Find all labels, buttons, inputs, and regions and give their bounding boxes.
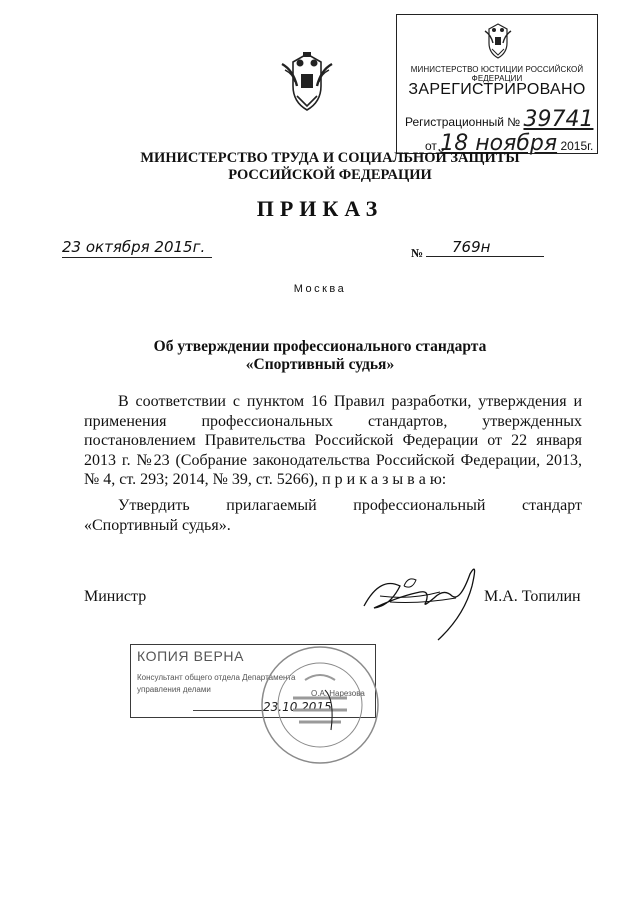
- copy-department: управления делами: [137, 685, 211, 694]
- body-paragraph-2: Утвердить прилагаемый профессиональный стандарт «Спортивный судья».: [84, 497, 582, 534]
- reg-date-prefix: от: [425, 139, 437, 153]
- signature-icon: [360, 556, 490, 646]
- order-number-label: №: [411, 246, 424, 260]
- coat-of-arms-icon: [483, 21, 513, 61]
- order-date: 23 октября 2015г.: [62, 238, 212, 258]
- reg-number: 39741: [523, 107, 594, 132]
- city: Москва: [293, 283, 347, 295]
- signatory-title: Министр: [84, 588, 147, 605]
- copy-date-value: 23.10.2015: [263, 700, 332, 714]
- reg-ministry: МИНИСТЕРСТВО ЮСТИЦИИ РОССИЙСКОЙ ФЕДЕРАЦИИ: [410, 65, 584, 83]
- copy-position: Консультант общего отдела Департамента: [137, 673, 296, 682]
- reg-date-suffix: г.: [587, 139, 594, 153]
- reg-number-line: [405, 107, 593, 132]
- reg-number-label: Регистрационный №: [405, 115, 521, 129]
- copy-signer: О.А. Нарезова: [311, 689, 365, 698]
- round-seal-icon: [255, 640, 385, 770]
- ministry-line-1: МИНИСТЕРСТВО ТРУДА И СОЦИАЛЬНОЙ ЗАЩИТЫ: [140, 150, 520, 166]
- registration-stamp: [396, 14, 598, 154]
- coat-of-arms-icon: [279, 48, 335, 116]
- ministry-line-2: РОССИЙСКОЙ ФЕДЕРАЦИИ: [228, 167, 432, 183]
- signatory-name: М.А. Топилин: [484, 588, 581, 605]
- reg-date-year: 2015: [560, 139, 588, 153]
- reg-status: ЗАРЕГИСТРИРОВАНО: [408, 81, 586, 98]
- subject-line-2: «Спортивный судья»: [245, 356, 395, 373]
- order-subject: [100, 338, 540, 374]
- ministry-name: [130, 150, 530, 184]
- order-number: 769н: [426, 238, 544, 257]
- document-title: ПРИКАЗ: [256, 196, 384, 221]
- copy-heading: КОПИЯ ВЕРНА: [137, 648, 245, 664]
- body-paragraph-1: В соответствии с пунктом 16 Правил разработки, утверждения и применения профессиональных стандартов, утвержденных постановлением Правительства Российской Федерации от 22 января 2013 г. №23 (Собрание законодательства Российской Федерации, 2013, № 4, ст. 293; 2014, № 39, ст. 5266), п р и к а з ы в а ю:: [84, 393, 582, 488]
- subject-line-1: Об утверждении профессионального стандарта: [153, 338, 487, 355]
- reg-date-value: 18 ноября: [440, 131, 558, 156]
